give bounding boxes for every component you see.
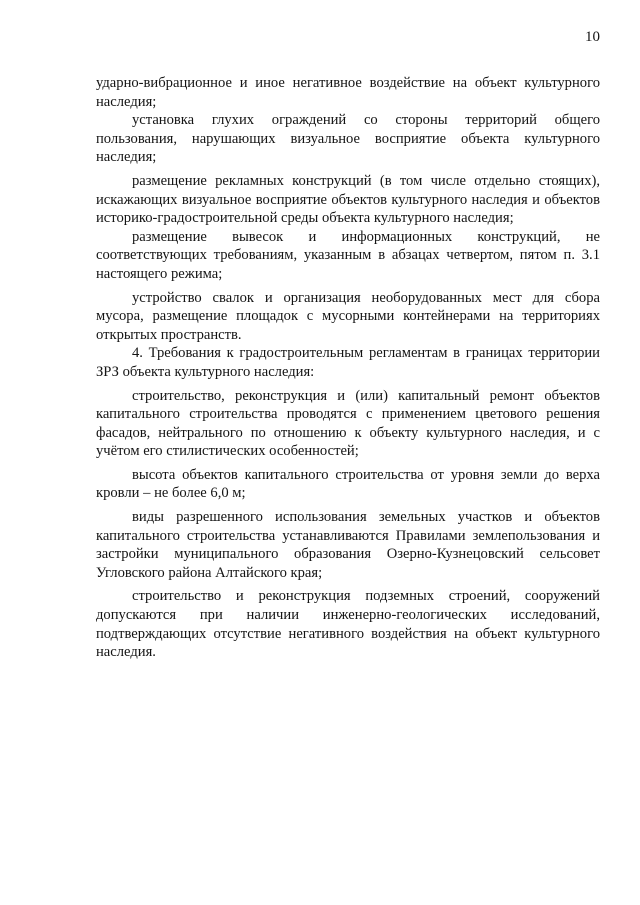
- paragraph-land-use: виды разрешенного использования земельных участков и объектов капитального строительства устанавливаются Правилами землепользования и застройки муниципального образования Озерно-Кузнецовский сельсовет Угловского района Алтайского края;: [96, 509, 600, 581]
- paragraph-facade-colors: строительство, реконструкция и (или) капитальный ремонт объектов капитального строительства проводятся с применением цветового решения фасадов, нейтрального по отношению к объекту культурного наследия, и с учётом его стилистических особенностей;: [96, 387, 600, 460]
- paragraph-height-limit: высота объектов капитального строительства от уровня земли до верха кровли – не более 6,0 м;: [96, 466, 600, 502]
- paragraph-fences: установка глухих ограждений со стороны территорий общего пользования, нарушающих визуальное восприятие объекта культурного наследия;: [96, 112, 600, 166]
- paragraph-impact-continuation: ударно-вибрационное и иное негативное воздействие на объект культурного наследия;: [96, 75, 600, 110]
- paragraph-underground: строительство и реконструкция подземных строений, сооружений допускаются при наличии инженерно-геологических исследований, подтверждающих отсутствие негативного воздействия на объект культурного наследия.: [96, 588, 600, 661]
- paragraph-section-4-heading: 4. Требования к градостроительным регламентам в границах территории ЗРЗ объекта культурного наследия:: [96, 345, 600, 380]
- page-number: 10: [585, 29, 600, 45]
- paragraph-signboards: размещение вывесок и информационных конструкций, не соответствующих требованиям, указанным в абзацах четвертом, пятом п. 3.1 настоящего режима;: [96, 228, 600, 282]
- paragraph-dumps: устройство свалок и организация необорудованных мест для сбора мусора, размещение площадок с мусорными контейнерами на территориях открытых пространств.: [96, 289, 600, 343]
- document-body: [96, 74, 600, 662]
- paragraph-advertising: размещение рекламных конструкций (в том числе отдельно стоящих), искажающих визуальное восприятие объектов культурного наследия и объектов историко-градостроительной среды объекта культурного наследия;: [96, 172, 600, 227]
